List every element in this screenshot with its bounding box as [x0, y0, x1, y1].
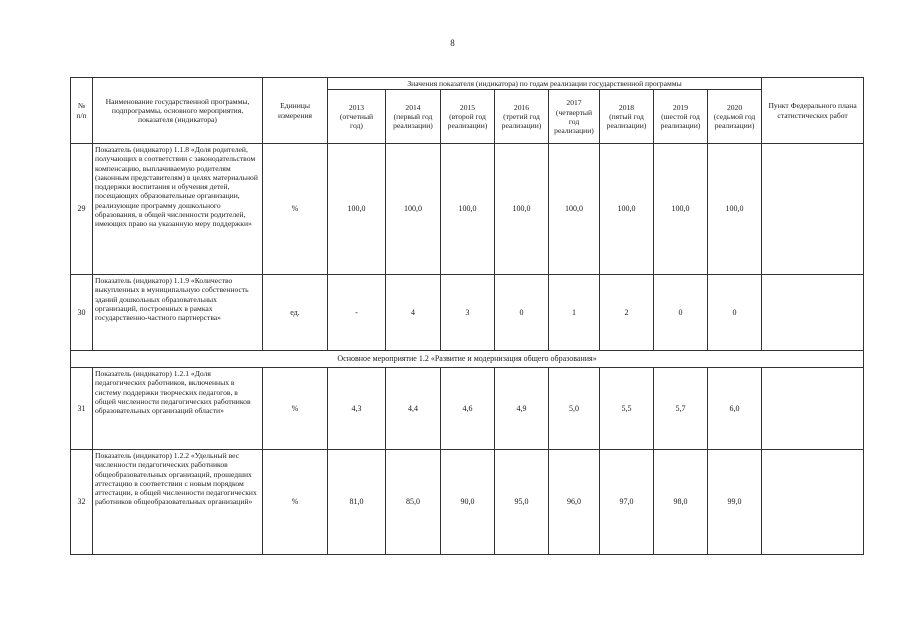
value-cell: 100,0 [708, 144, 762, 275]
plan-cell [762, 368, 864, 450]
value-cell: 95,0 [495, 450, 549, 555]
value-cell: 97,0 [600, 450, 654, 555]
value-cell: 81,0 [328, 450, 386, 555]
value-cell: 5,5 [600, 368, 654, 450]
col-header-unit: Единицы измерения [263, 78, 328, 144]
value-cell: 99,0 [708, 450, 762, 555]
col-header-year: 2016 (третий год реализации) [495, 90, 549, 144]
value-cell: 100,0 [386, 144, 441, 275]
indicator-name: Показатель (индикатор) 1.1.8 «Доля родителей, получающих в соответствии с законодательством компенсацию, выплачиваемую родителям (законным представителям) в целях материальной поддержки воспитания и обучения детей, посещающих образовательные организации, реализующие программу дошкольного образования, в общей численности родителей, имеющих право на указанную меру поддержки» [93, 144, 263, 275]
section-title: Основное мероприятие 1.2 «Развитие и модернизация общего образования» [71, 351, 864, 368]
value-cell: 5,7 [654, 368, 708, 450]
value-cell: 0 [708, 275, 762, 351]
value-cell: 0 [654, 275, 708, 351]
value-cell: 98,0 [654, 450, 708, 555]
row-num: 31 [71, 368, 93, 450]
row-num: 30 [71, 275, 93, 351]
col-header-year: 2013 (отчетный год) [328, 90, 386, 144]
unit-cell: % [263, 144, 328, 275]
value-cell: 85,0 [386, 450, 441, 555]
row-num: 32 [71, 450, 93, 555]
indicator-name: Показатель (индикатор) 1.2.2 «Удельный вес численности педагогических работников общеобразовательных организаций, прошедших аттестацию в соответствии с новым порядком аттестации, в общей численности педагогических работников общеобразовательных организаций» [93, 450, 263, 555]
value-cell: 5,0 [549, 368, 600, 450]
unit-cell: ед. [263, 275, 328, 351]
value-cell: 100,0 [549, 144, 600, 275]
value-cell: 4,6 [441, 368, 495, 450]
value-cell: 100,0 [441, 144, 495, 275]
value-cell: 4,9 [495, 368, 549, 450]
col-header-year: 2020 (седьмой год реализации) [708, 90, 762, 144]
value-cell: 3 [441, 275, 495, 351]
section-row [71, 351, 864, 368]
page-number: 8 [450, 38, 455, 48]
plan-cell [762, 275, 864, 351]
value-cell: 4 [386, 275, 441, 351]
indicator-table [70, 77, 864, 555]
table-row [71, 144, 864, 275]
unit-cell: % [263, 368, 328, 450]
col-header-values-group: Значения показателя (индикатора) по годам реализации государственной программы [328, 78, 762, 90]
value-cell: 0 [495, 275, 549, 351]
value-cell: 100,0 [654, 144, 708, 275]
value-cell: 4,4 [386, 368, 441, 450]
value-cell: 2 [600, 275, 654, 351]
plan-cell [762, 144, 864, 275]
col-header-plan: Пункт Федерального плана статистических работ [762, 78, 864, 144]
col-header-year: 2019 (шестой год реализации) [654, 90, 708, 144]
col-header-num: № п/п [71, 78, 93, 144]
value-cell: - [328, 275, 386, 351]
table-row [71, 275, 864, 351]
value-cell: 90,0 [441, 450, 495, 555]
value-cell: 100,0 [328, 144, 386, 275]
unit-cell: % [263, 450, 328, 555]
value-cell: 4,3 [328, 368, 386, 450]
value-cell: 1 [549, 275, 600, 351]
indicator-name: Показатель (индикатор) 1.2.1 «Доля педагогических работников, включенных в систему поддержки творческих педагогов, в общей численности педагогических работников образовательных организаций области» [93, 368, 263, 450]
col-header-year: 2015 (второй год реализации) [441, 90, 495, 144]
col-header-year: 2014 (первый год реализации) [386, 90, 441, 144]
col-header-name: Наименование государственной программы, подпрограммы, основного мероприятия, показателя (индикатора) [93, 78, 263, 144]
plan-cell [762, 450, 864, 555]
row-num: 29 [71, 144, 93, 275]
value-cell: 100,0 [495, 144, 549, 275]
table-row [71, 368, 864, 450]
indicator-name: Показатель (индикатор) 1.1.9 «Количество выкупленных в муниципальную собственность зданий дошкольных образовательных организаций, построенных в рамках государственно-частного партнерства» [93, 275, 263, 351]
col-header-year: 2018 (пятый год реализации) [600, 90, 654, 144]
value-cell: 96,0 [549, 450, 600, 555]
col-header-year: 2017 (четвертый год реализации) [549, 90, 600, 144]
value-cell: 100,0 [600, 144, 654, 275]
value-cell: 6,0 [708, 368, 762, 450]
table-row [71, 450, 864, 555]
